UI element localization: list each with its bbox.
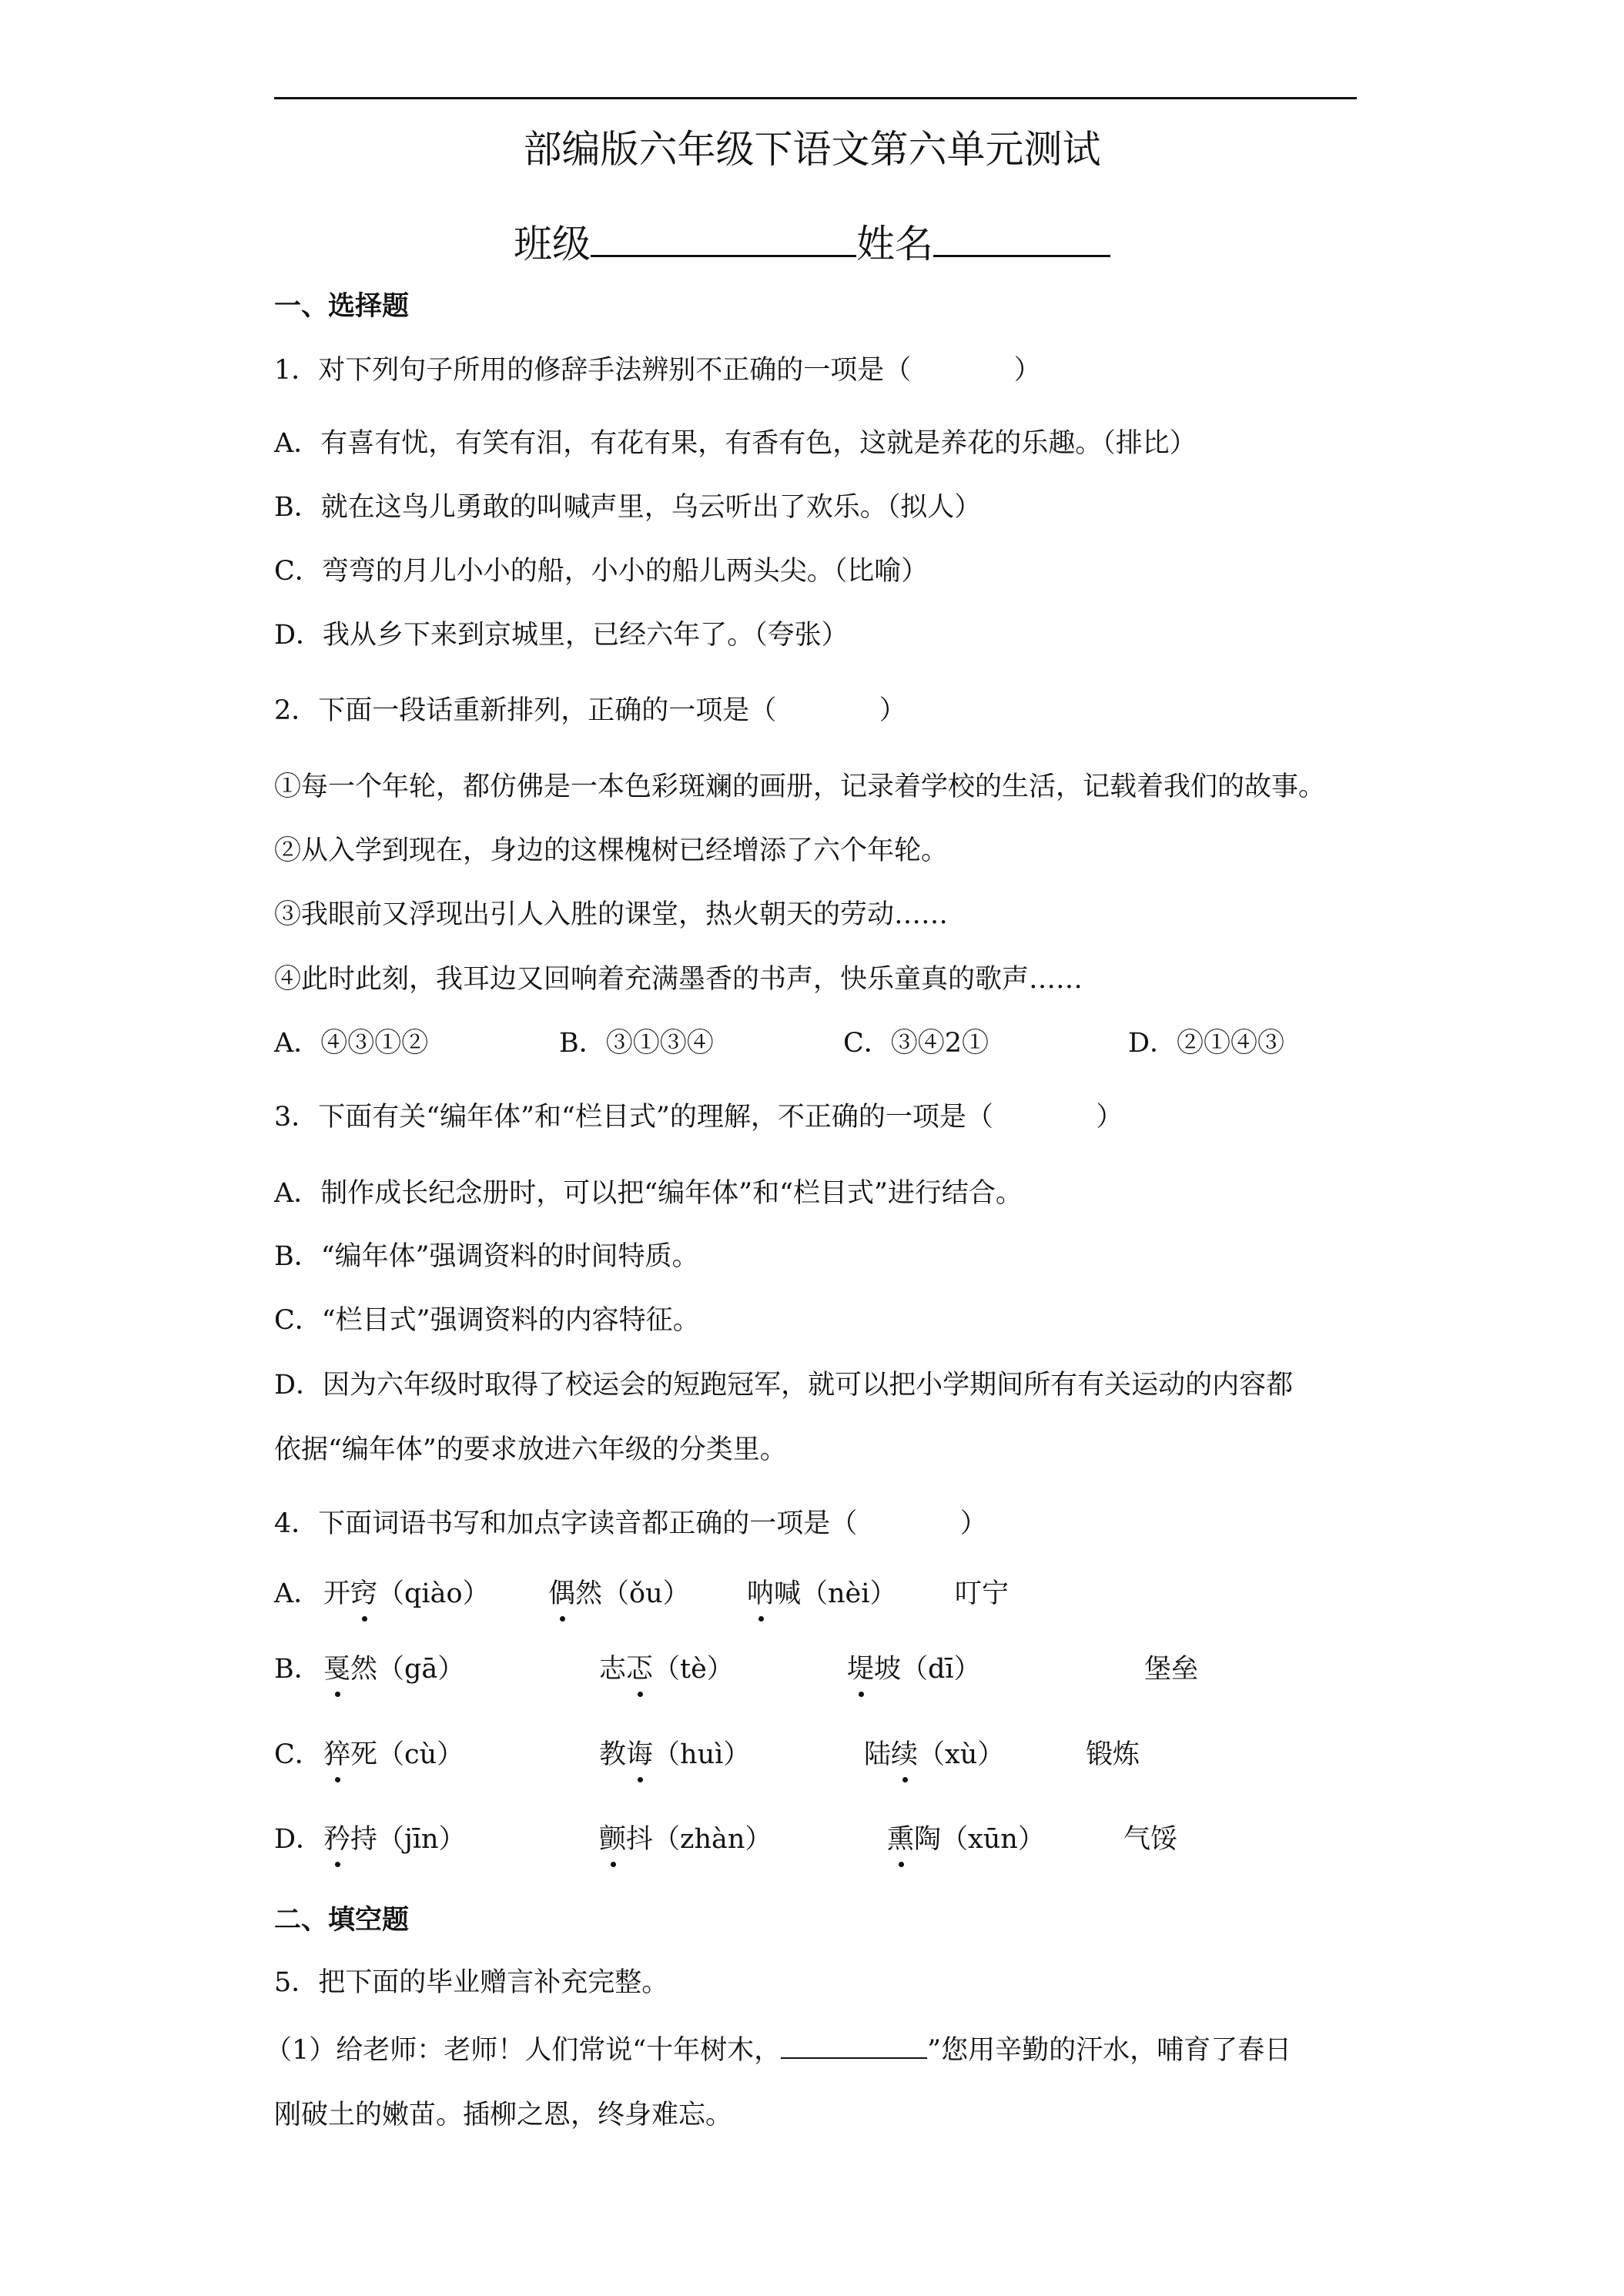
q4-b-word-2: 志忑（tè）: [599, 1654, 734, 1685]
q5-part-1-line-1: （1）给老师：老师！人们常说“十年树木， ”您用辛勤的汗水，哺育了春日: [265, 2035, 1292, 2066]
q4-b-word-4: 堡垒: [1144, 1654, 1199, 1685]
q4-d-word-4: 气馁: [1123, 1824, 1178, 1855]
q4-b-word-3: 堤坡（dī）: [847, 1654, 981, 1685]
q3-option-d-continued: 依据“编年体”的要求放进六年级的分类里。: [274, 1434, 787, 1465]
student-info-line: [0, 218, 1624, 267]
q1-option-c[interactable]: C．弯弯的月儿小小的船，小小的船儿两头尖。（比喻）: [274, 556, 929, 587]
q4-option-d-letter[interactable]: D．: [274, 1824, 323, 1855]
header-rule: [274, 97, 1357, 99]
q4-option-c-letter[interactable]: C．: [274, 1739, 322, 1770]
q3-option-a[interactable]: A．制作成长纪念册时，可以把“编年体”和“栏目式”进行结合。: [274, 1178, 1023, 1209]
q1-option-a[interactable]: A．有喜有忧，有笑有泪，有花有果，有香有色，这就是养花的乐趣。（排比）: [274, 428, 1197, 459]
class-blank[interactable]: [591, 218, 856, 257]
q2-sentence-3: ③我眼前又浮现出引人入胜的课堂，热火朝天的劳动……: [274, 899, 949, 930]
q1-option-b[interactable]: B．就在这鸟儿勇敢的叫喊声里，乌云听出了欢乐。（拟人）: [274, 492, 982, 523]
class-label: 班级: [514, 222, 591, 266]
question-4-stem: 4．下面词语书写和加点字读音都正确的一项是（ ）: [274, 1508, 987, 1539]
q4-d-word-3: 熏陶（xūn）: [887, 1824, 1045, 1855]
q2-sentence-4: ④此时此刻，我耳边又回响着充满墨香的书声，快乐童真的歌声……: [274, 964, 1083, 995]
q2-option-c[interactable]: C．③④2①: [843, 1028, 989, 1059]
name-label: 姓名: [856, 222, 933, 266]
q3-option-c[interactable]: C．“栏目式”强调资料的内容特征。: [274, 1305, 700, 1336]
q4-d-word-2: 颤抖（zhàn）: [599, 1824, 772, 1855]
q4-a-word-3: 呐喊（nèi）: [747, 1578, 897, 1609]
q1-option-d[interactable]: D．我从乡下来到京城里，已经六年了。（夸张）: [274, 620, 849, 651]
question-3-stem: 3．下面有关“编年体”和“栏目式”的理解，不正确的一项是（ ）: [274, 1102, 1123, 1133]
name-blank[interactable]: [933, 218, 1110, 257]
page-title: 部编版六年级下语文第六单元测试: [523, 127, 1101, 172]
q3-option-d[interactable]: D．因为六年级时取得了校运会的短跑冠军，就可以把小学期间所有有关运动的内容都: [274, 1370, 1294, 1401]
question-2-stem: 2．下面一段话重新排列，正确的一项是（ ）: [274, 695, 906, 726]
section-heading-fill-blank: 二、填空题: [274, 1904, 410, 1936]
q4-a-word-2: 偶然（ǒu）: [548, 1578, 690, 1609]
q4-option-a-letter[interactable]: A．: [274, 1578, 321, 1609]
question-1-stem: 1．对下列句子所用的修辞手法辨别不正确的一项是（ ）: [274, 355, 1041, 386]
q4-option-b-letter[interactable]: B．: [274, 1654, 321, 1685]
question-5-stem: 5．把下面的毕业赠言补充完整。: [274, 1967, 669, 1998]
section-heading-choice: 一、选择题: [274, 290, 410, 322]
q2-option-a[interactable]: A．④③①②: [274, 1028, 429, 1059]
q4-c-word-3: 陆续（xù）: [864, 1739, 1005, 1770]
q4-c-word-1: 猝死（cù）: [323, 1739, 464, 1770]
q5-part-1-line-2: 刚破土的嫩苗。插柳之恩，终身难忘。: [274, 2100, 733, 2130]
q3-option-b[interactable]: B．“编年体”强调资料的时间特质。: [274, 1241, 699, 1272]
q2-sentence-2: ②从入学到现在，身边的这棵槐树已经增添了六个年轮。: [274, 835, 949, 866]
q4-d-word-1: 矜持（jīn）: [323, 1824, 466, 1855]
q4-c-word-2: 教诲（huì）: [599, 1739, 751, 1770]
q4-b-word-1: 戛然（gā）: [323, 1654, 465, 1685]
q5-answer-blank[interactable]: [781, 2034, 927, 2059]
q2-option-d[interactable]: D．②①④③: [1128, 1028, 1285, 1059]
q4-c-word-4: 锻炼: [1086, 1739, 1140, 1770]
q2-sentence-1: ①每一个年轮，都仿佛是一本色彩斑斓的画册，记录着学校的生活，记载着我们的故事。: [274, 771, 1326, 802]
q2-option-b[interactable]: B．③①③④: [559, 1028, 714, 1059]
q4-a-word-1: 开窍（qiào）: [323, 1578, 490, 1609]
q4-a-word-4: 叮宁: [955, 1578, 1010, 1609]
